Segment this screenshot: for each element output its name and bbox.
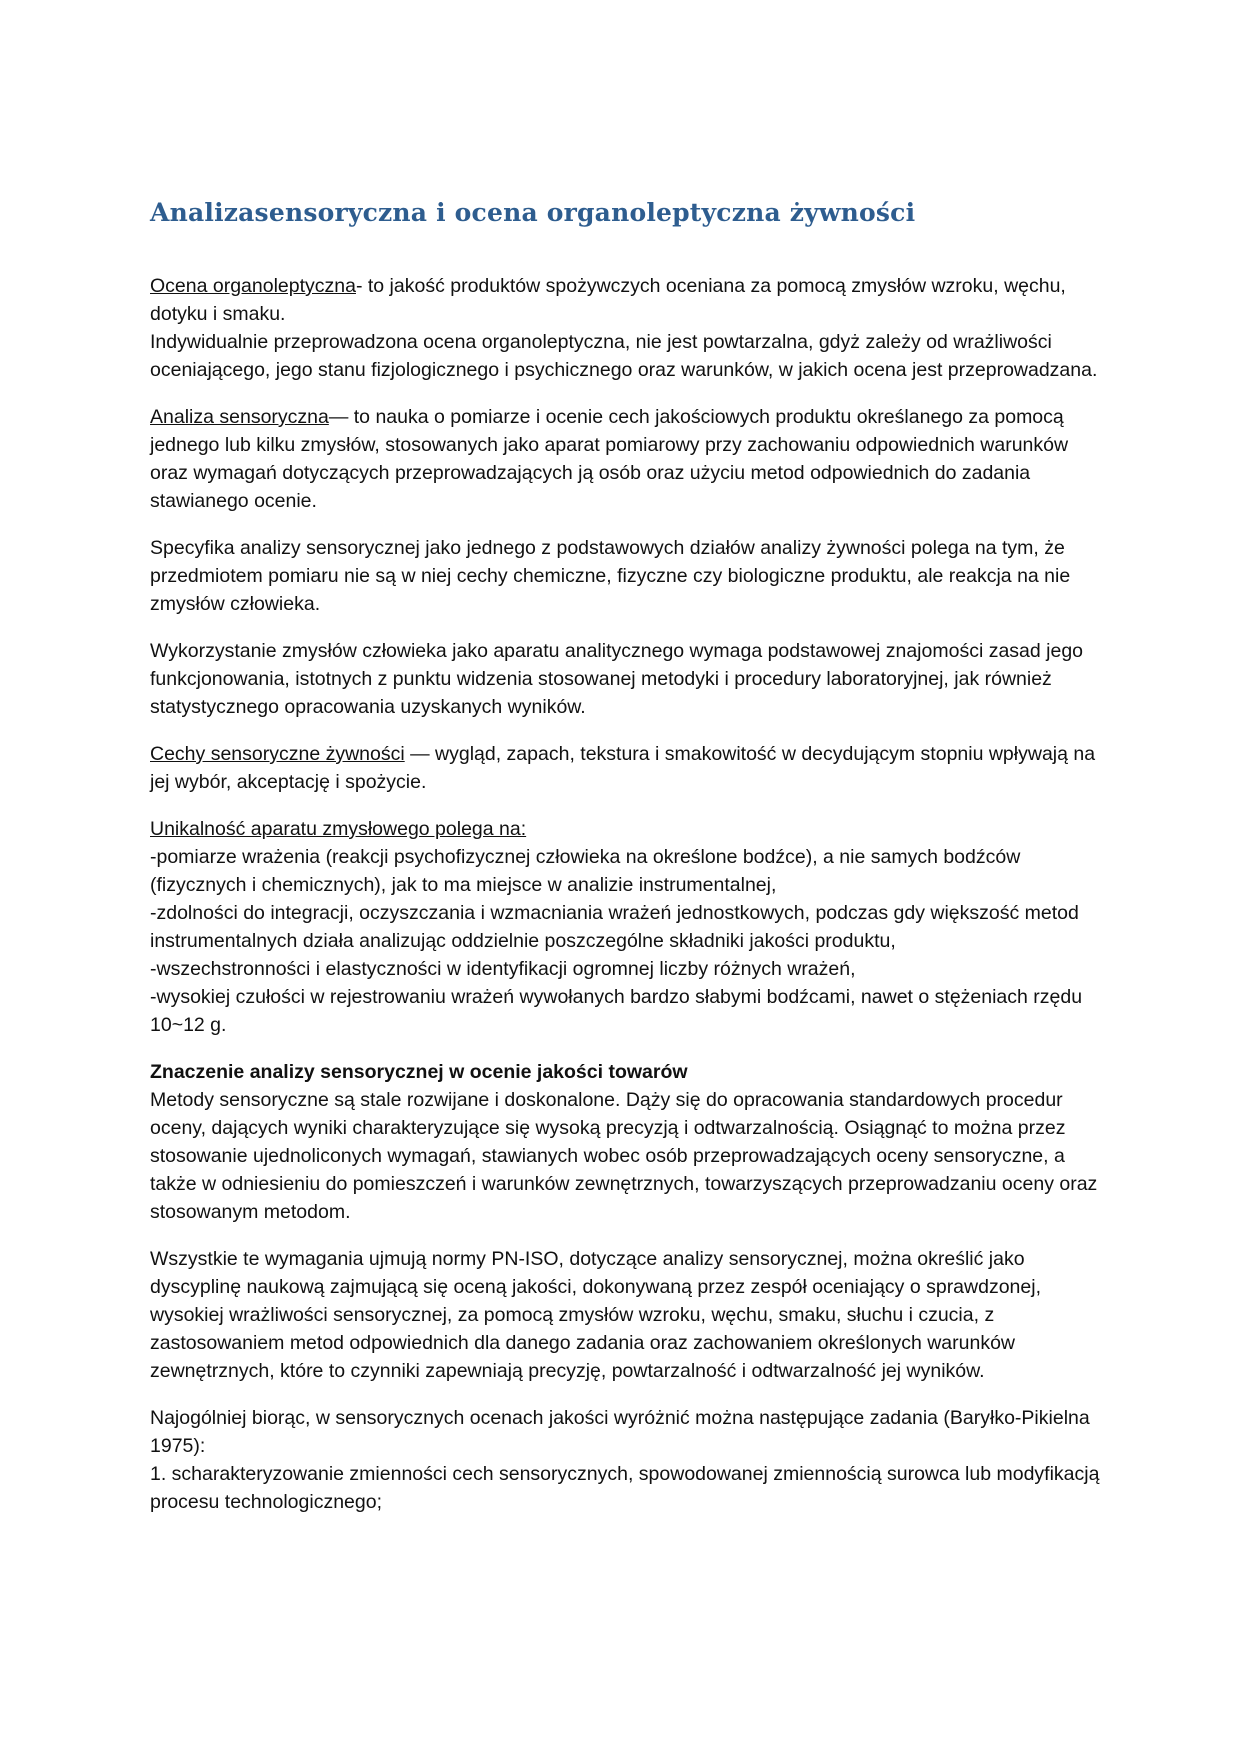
definition-ocena-organoleptyczna: - to jakość produktów spożywczych oceniana za pomocą zmysłów wzroku, węchu, dotyku i smaku.: [150, 275, 1066, 325]
term-ocena-organoleptyczna: Ocena organoleptyczna: [150, 275, 356, 297]
document-title: Analizasensoryczna i ocena organoleptyczna żywności: [150, 198, 916, 227]
definition-analiza-sensoryczna: — to nauka o pomiarze i ocenie cech jakościowych produktu określanego za pomocą jednego lub kilku zmysłów, stosowanych jako aparat pomiarowy przy zachowaniu odpowiednich warunków oraz wymagań dotyczących przeprowadzających ją osób oraz użyciu metod odpowiednich do zadania stawianego ocenie.: [150, 406, 1069, 512]
note-ocena-organoleptyczna: Indywidualnie przeprowadzona ocena organoleptyczna, nie jest powtarzalna, gdyż zależy od wrażliwości oceniającego, jego stanu fizjologicznego i psychicznego oraz warunków, w jakich ocena jest przeprowadzana.: [150, 331, 1098, 381]
paragraph-cechy-sensoryczne: [150, 740, 1100, 796]
paragraph-unikalnosc: [150, 815, 1100, 1039]
paragraph-normy-pn-iso: Wszystkie te wymagania ujmują normy PN-ISO, dotyczące analizy sensorycznej, można określić jako dyscyplinę naukową zajmującą się oceną jakości, dokonywaną przez zespół oceniający o sprawdzonej, wysokiej wrażliwości sensorycznej, za pomocą zmysłów wzroku, węchu, smaku, słuchu i czucia, z zastosowaniem metod odpowiednich dla danego zadania oraz zachowaniem określonych warunków zewnętrznych, które to czynniki zapewniają precyzję, powtarzalność i odtwarzalność jej wyników.: [150, 1248, 1041, 1382]
paragraph-ocena-organoleptyczna: [150, 272, 1100, 384]
unikalnosc-heading: Unikalność aparatu zmysłowego polega na:: [150, 818, 527, 840]
term-cechy-sensoryczne: Cechy sensoryczne żywności: [150, 743, 405, 765]
list-item: -zdolności do integracji, oczyszczania i wzmacniania wrażeń jednostkowych, podczas gdy większość metod instrumentalnych działa analizując oddzielnie poszczególne składniki jakości produktu,: [150, 902, 1079, 952]
list-item: -wysokiej czułości w rejestrowaniu wrażeń wywołanych bardzo słabymi bodźcami, nawet o stężeniach rzędu 10~12 g.: [150, 986, 1083, 1036]
section-heading-znaczenie: Znaczenie analizy sensorycznej w ocenie jakości towarów: [150, 1061, 688, 1083]
znaczenie-body: Metody sensoryczne są stale rozwijane i doskonalone. Dąży się do opracowania standardowych procedur oceny, dających wyniki charakteryzujące się wysoką precyzją i odtwarzalnością. Osiągnąć to można przez stosowanie ujednoliconych wymagań, stawianych wobec osób przeprowadzających oceny sensoryczne, a także w odniesieniu do pomieszczeń i warunków zewnętrznych, towarzyszących przeprowadzaniu oceny oraz stosowanym metodom.: [150, 1089, 1098, 1223]
paragraph-wykorzystanie-zmyslow: Wykorzystanie zmysłów człowieka jako aparatu analitycznego wymaga podstawowej znajomości zasad jego funkcjonowania, istotnych z punktu widzenia stosowanej metodyki i procedury laboratoryjnej, jak również statystycznego opracowania uzyskanych wyników.: [150, 640, 1084, 718]
list-item: 1. scharakteryzowanie zmienności cech sensorycznych, spowodowanej zmiennością surowca lub modyfikacją procesu technologicznego;: [150, 1463, 1100, 1513]
term-analiza-sensoryczna: Analiza sensoryczna: [150, 406, 329, 428]
zadania-intro: Najogólniej biorąc, w sensorycznych ocenach jakości wyróżnić można następujące zadania (Baryłko-Pikielna 1975):: [150, 1407, 1090, 1457]
document-page: [150, 196, 1100, 1535]
paragraph-analiza-sensoryczna: [150, 403, 1100, 515]
paragraph-zadania: [150, 1404, 1100, 1516]
definition-cechy-sensoryczne: — wygląd, zapach, tekstura i smakowitość w decydującym stopniu wpływają na jej wybór, akceptację i spożycie.: [150, 743, 1096, 793]
list-item: -wszechstronności i elastyczności w identyfikacji ogromnej liczby różnych wrażeń,: [150, 958, 856, 980]
list-item: -pomiarze wrażenia (reakcji psychofizycznej człowieka na określone bodźce), a nie samych bodźców (fizycznych i chemicznych), jak to ma miejsce w analizie instrumentalnej,: [150, 846, 1021, 896]
paragraph-znaczenie: [150, 1058, 1100, 1226]
paragraph-specyfika: Specyfika analizy sensorycznej jako jednego z podstawowych działów analizy żywności polega na tym, że przedmiotem pomiaru nie są w niej cechy chemiczne, fizyczne czy biologiczne produktu, ale reakcja na nie zmysłów człowieka.: [150, 537, 1071, 615]
